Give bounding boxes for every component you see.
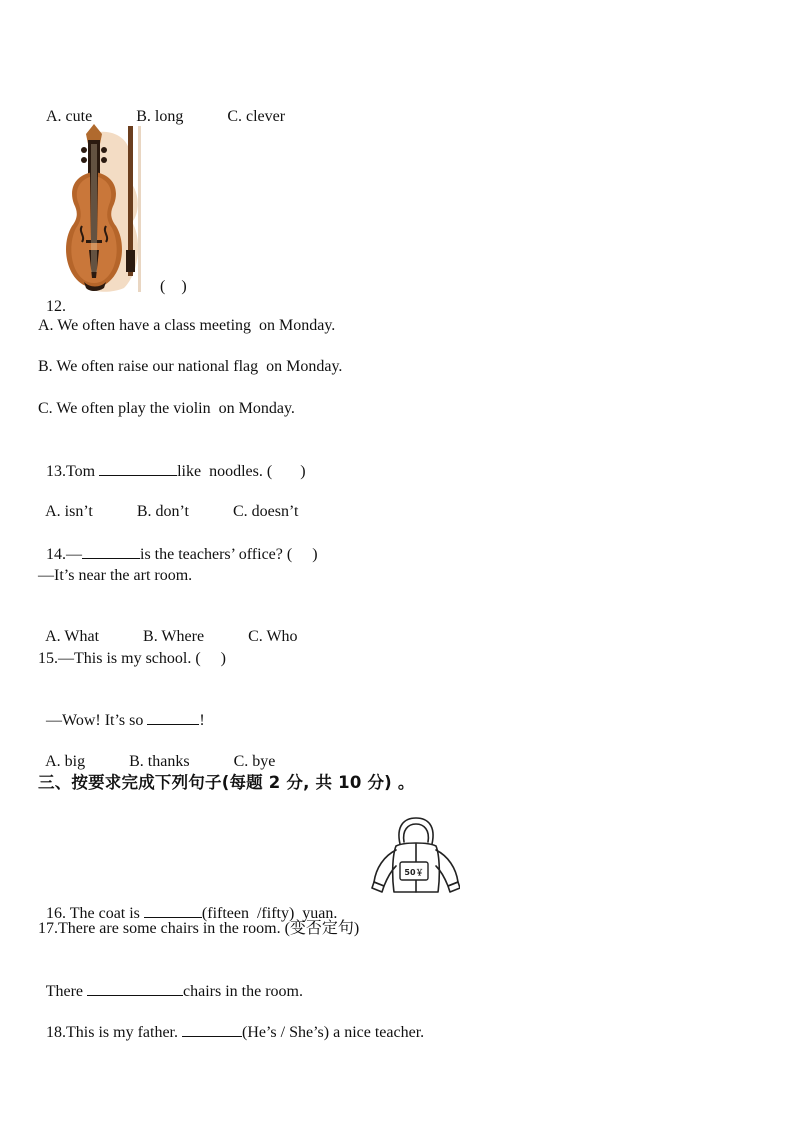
q16-text-after: (fifteen /fifty) yuan. [201, 905, 338, 922]
q14-text-after: is the teachers’ office? ( ) [140, 546, 318, 563]
q17-text-before: There [45, 983, 88, 1000]
q11-options [38, 87, 285, 127]
q12-option-b: B. We often raise our national flag on Monday. [38, 358, 343, 375]
q13-stem [38, 441, 306, 482]
q15-option-b: B. thanks [129, 753, 190, 770]
q13-text-before: 13.Tom [46, 463, 100, 480]
q18-blank[interactable] [182, 1022, 242, 1037]
q14-stem [38, 524, 318, 565]
coat-icon [370, 816, 460, 903]
q17-line2 [38, 961, 303, 1002]
q14-option-a: A. What [45, 628, 100, 645]
q14-option-b: B. Where [143, 628, 205, 645]
q14-option-c: C. Who [248, 628, 298, 645]
q15-option-c: C. bye [233, 753, 276, 770]
q15-blank[interactable] [147, 710, 199, 725]
q13-option-c: C. doesn’t [233, 503, 299, 520]
q13-options [38, 482, 298, 522]
q12-answer-paren: ( ) [160, 278, 187, 295]
q18-stem [38, 1002, 424, 1043]
q15-text-after: ! [199, 712, 205, 729]
q14-options [38, 607, 298, 647]
violin-icon [60, 122, 152, 299]
q13-option-a: A. isn’t [45, 503, 93, 520]
q12-option-c: C. We often play the violin on Monday. [38, 400, 295, 417]
q16-stem [38, 883, 337, 924]
q15-line1: 15.—This is my school. ( ) [38, 650, 226, 667]
price-tag-label: 50￥ [404, 868, 424, 877]
q15-text-before: —Wow! It’s so [46, 712, 148, 729]
q16-text-before: 16. The coat is [46, 905, 144, 922]
q11-option-a: A. cute [46, 108, 93, 125]
section-3-heading: 三、按要求完成下列句子(每题 2 分, 共 10 分) 。 [38, 773, 415, 792]
q16-blank[interactable] [144, 903, 202, 918]
q11-option-c: C. clever [227, 108, 286, 125]
q17-blank[interactable] [87, 981, 183, 996]
q18-text-after: (He’s / She’s) a nice teacher. [241, 1024, 425, 1041]
q12-number: 12. [46, 298, 66, 315]
q12-option-a: A. We often have a class meeting on Monday. [38, 317, 336, 334]
q17-line1: 17.There are some chairs in the room. (变否定句) [38, 920, 360, 937]
q13-option-b: B. don’t [136, 503, 189, 520]
q14-text-before: 14.— [46, 546, 82, 563]
q13-blank[interactable] [99, 461, 177, 476]
q14-blank[interactable] [82, 544, 140, 559]
q11-option-b: B. long [136, 108, 184, 125]
q18-text-before: 18.This is my father. [46, 1024, 182, 1041]
q13-text-after: like noodles. ( ) [177, 463, 306, 480]
q15-line2 [38, 690, 205, 731]
q15-options [38, 732, 275, 772]
q14-reply: —It’s near the art room. [38, 567, 193, 584]
q12-stem [38, 277, 66, 317]
q17-text-after: chairs in the room. [183, 983, 303, 1000]
q15-option-a: A. big [45, 753, 86, 770]
